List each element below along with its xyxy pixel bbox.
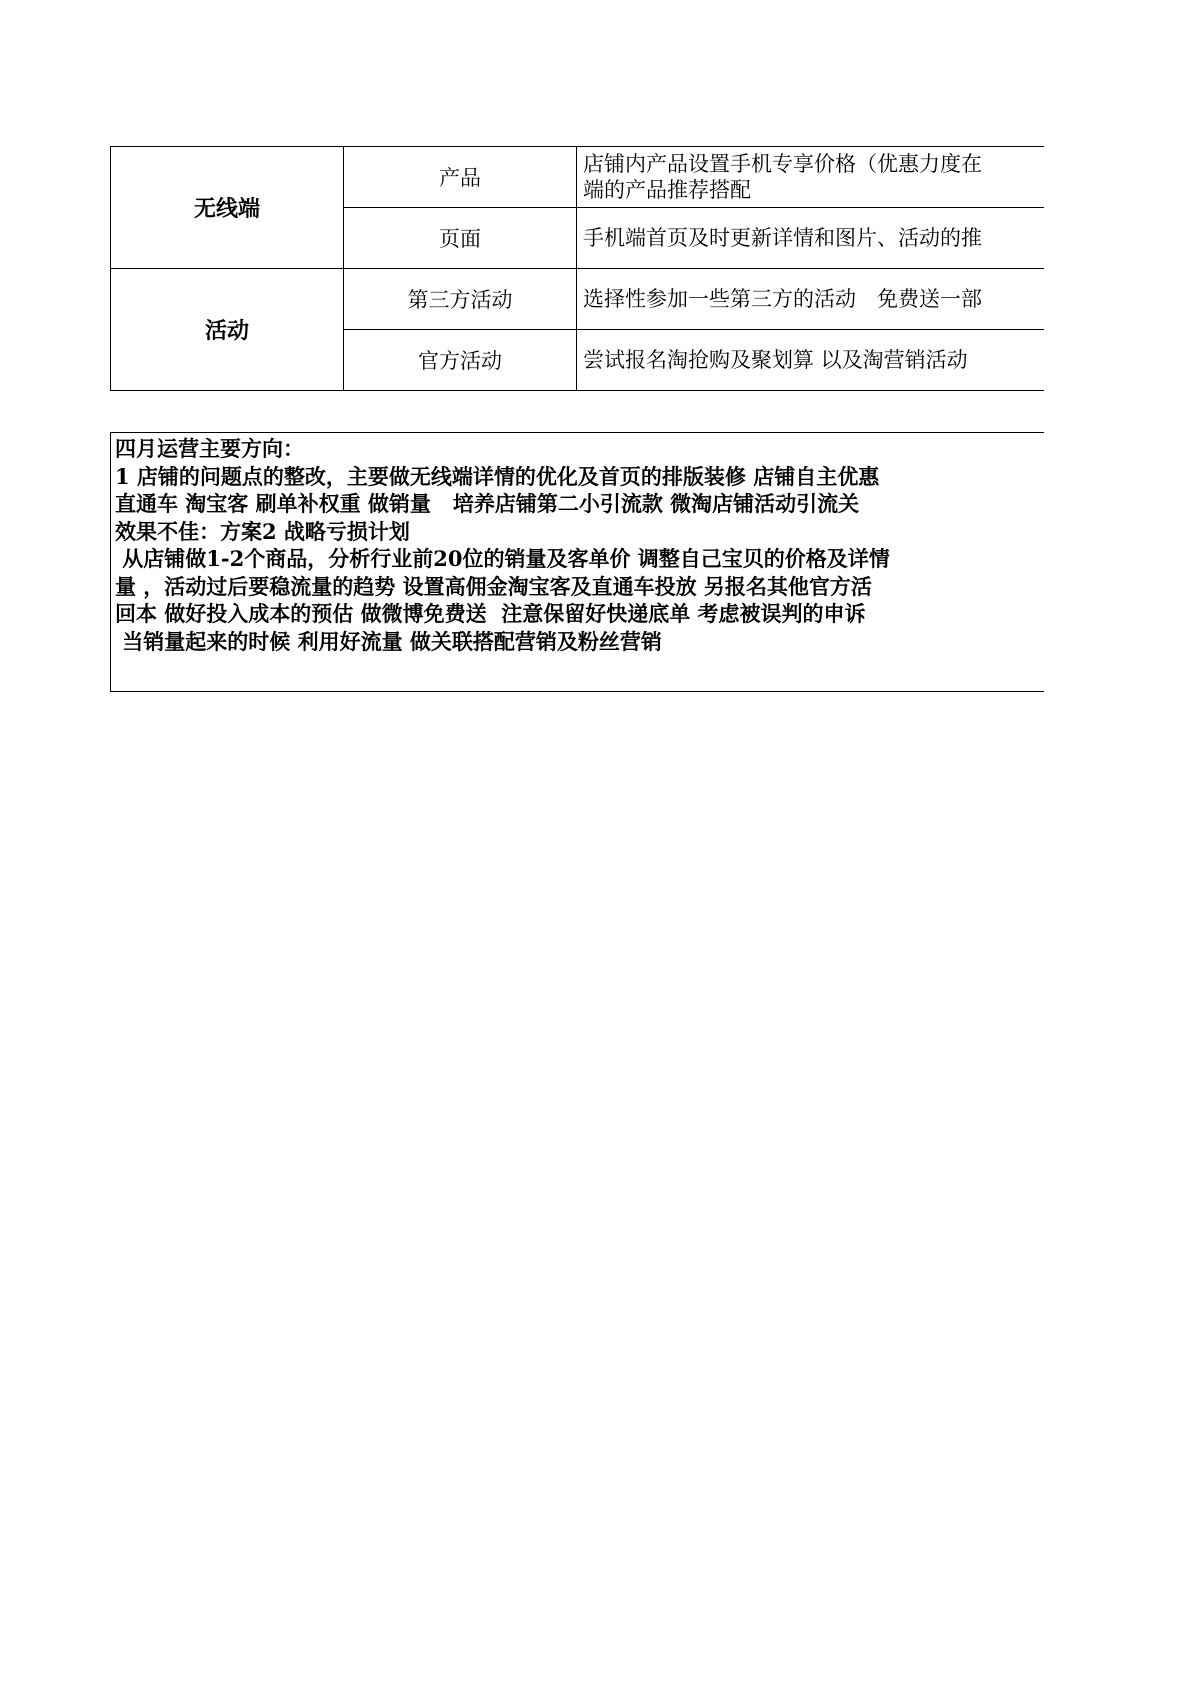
notes-line: 从店铺做1-2个商品，分析行业前20位的销量及客单价 调整自己宝贝的价格及详情 (115, 546, 890, 571)
subcategory-cell-third-party: 第三方活动 (344, 269, 577, 330)
notes-line: 效果不佳：方案2 战略亏损计划 (115, 518, 410, 544)
category-cell-activities: 活动 (111, 269, 344, 391)
description-line: 尝试报名淘抢购及聚划算 以及淘营销活动 (583, 348, 968, 372)
description-line: 端的产品推荐搭配 (583, 178, 751, 202)
april-operations-notes (110, 432, 1044, 692)
description-cell-product (577, 147, 1045, 208)
table-row (111, 147, 1045, 208)
table-row (111, 269, 1045, 330)
notes-line: 直通车 淘宝客 刷单补权重 做销量 培养店铺第二小引流款 微淘店铺活动引流关 (115, 491, 860, 516)
notes-line: 当销量起来的时候 利用好流量 做关联搭配营销及粉丝营销 (115, 628, 662, 654)
description-cell-third-party (577, 269, 1045, 330)
description-line: 手机端首页及时更新详情和图片、活动的推 (583, 226, 982, 250)
subcategory-cell-product: 产品 (344, 147, 577, 208)
notes-line: 1 店铺的问题点的整改，主要做无线端详情的优化及首页的排版装修 店铺自主优惠 (115, 463, 880, 489)
notes-heading: 四月运营主要方向： (115, 436, 304, 461)
description-cell-page (577, 208, 1045, 269)
notes-line: 量 ，活动过后要稳流量的趋势 设置高佣金淘宝客及直通车投放 另报名其他官方活 (115, 573, 872, 599)
subcategory-cell-page: 页面 (344, 208, 577, 269)
description-line: 选择性参加一些第三方的活动 免费送一部 (583, 287, 982, 311)
operations-plan-table (110, 146, 1044, 391)
description-line: 店铺内产品设置手机专享价格（优惠力度在 (583, 152, 982, 176)
notes-line: 回本 做好投入成本的预估 做微博免费送 注意保留好快递底单 考虑被误判的申诉 (115, 601, 866, 626)
subcategory-cell-official: 官方活动 (344, 330, 577, 391)
description-cell-official (577, 330, 1045, 391)
category-cell-wireless: 无线端 (111, 147, 344, 269)
